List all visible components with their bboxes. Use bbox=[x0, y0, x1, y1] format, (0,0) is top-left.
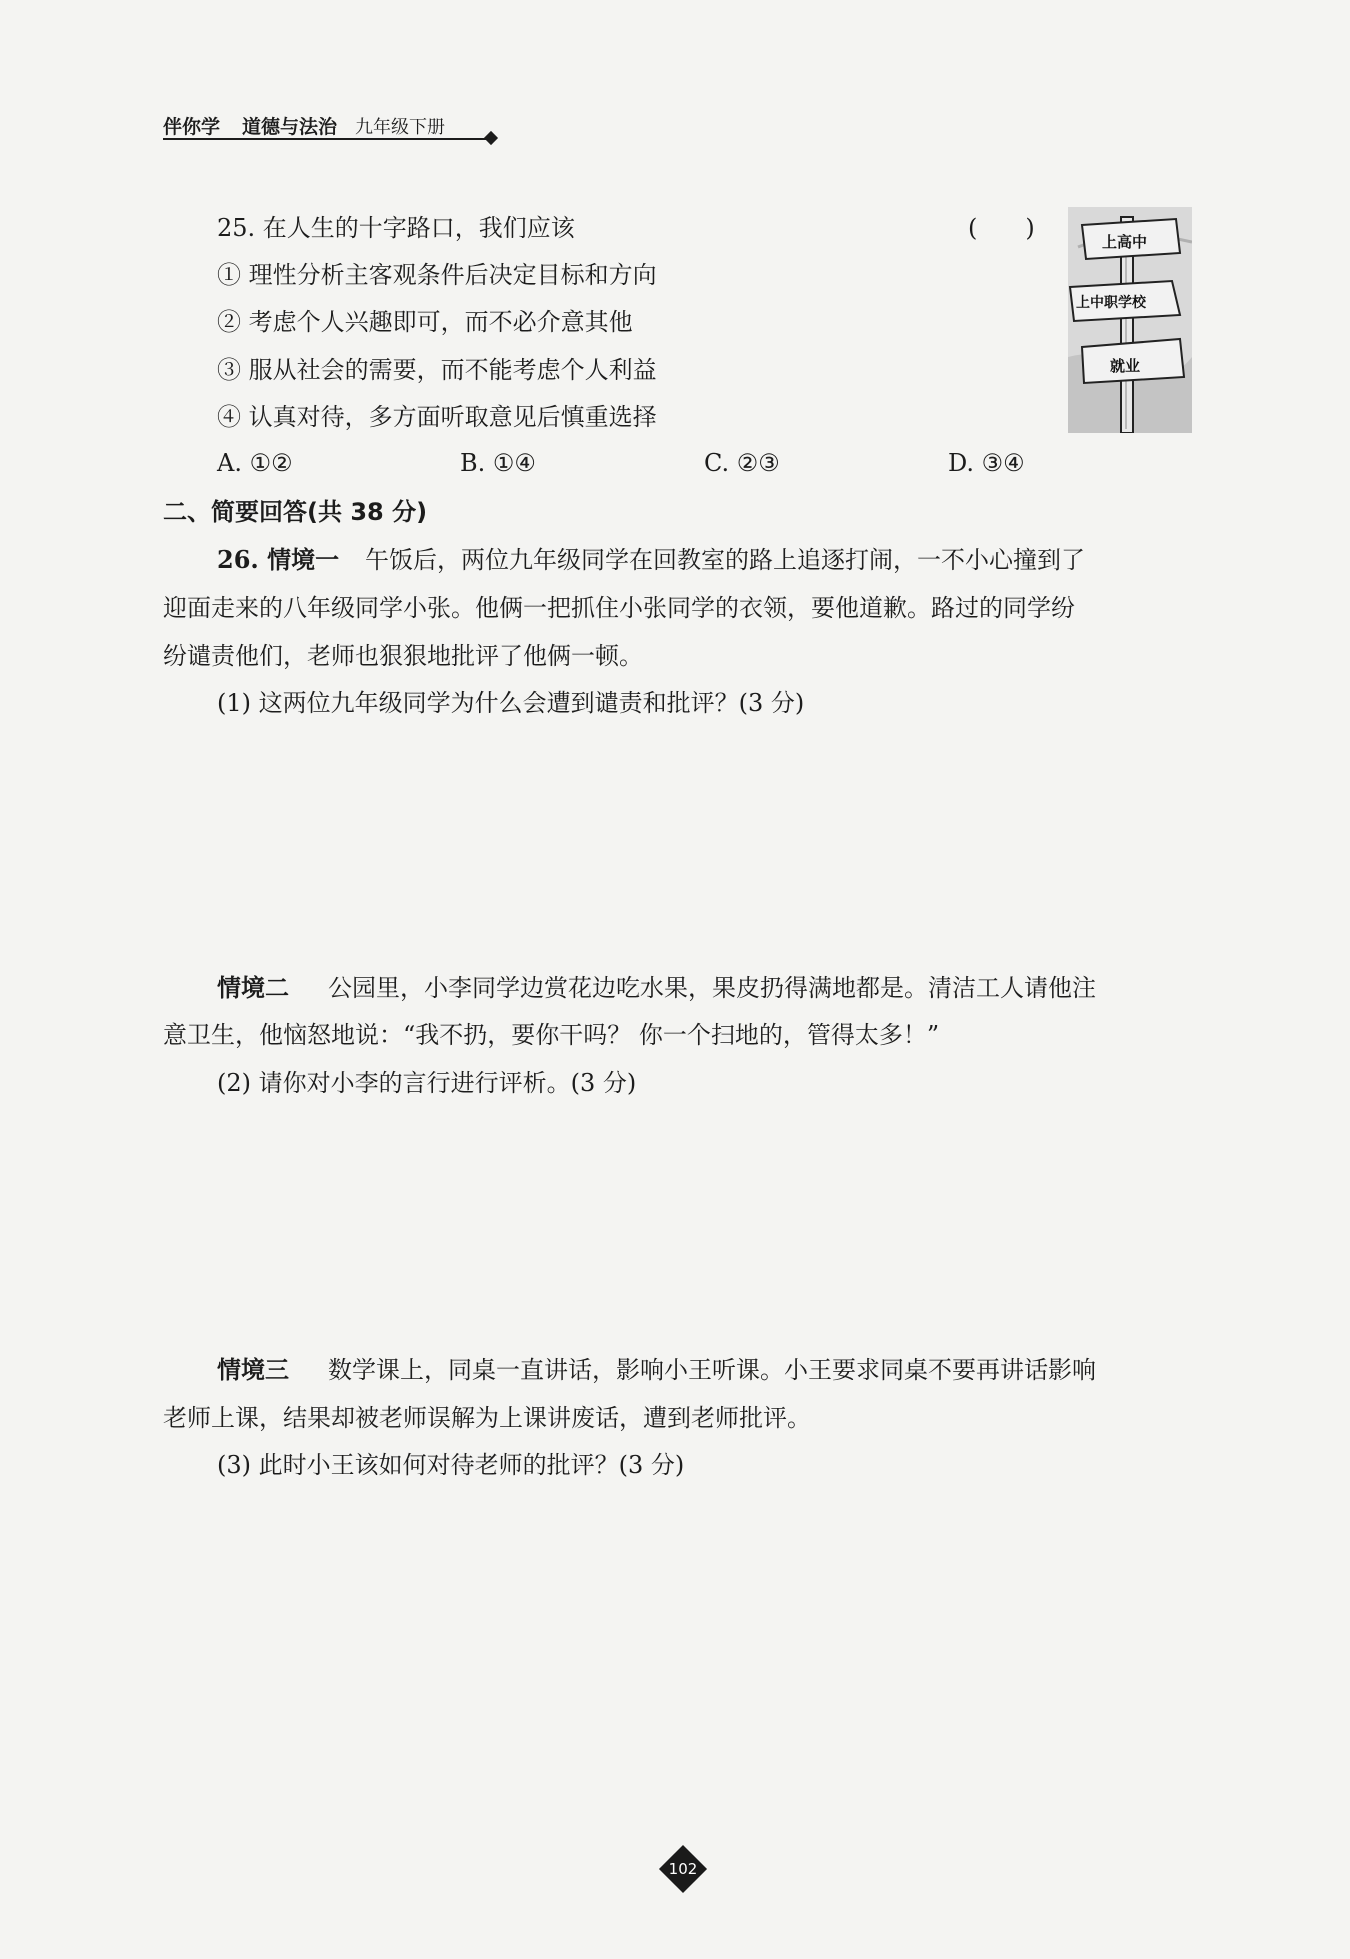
q25-item-3: ③ 服从社会的需要，而不能考虑个人利益 bbox=[217, 356, 657, 384]
page-number: 102 bbox=[668, 1860, 698, 1878]
q26-scenario-2-line-1: 公园里，小李同学边赏花边吃水果，果皮扔得满地都是。清洁工人请他注 bbox=[328, 974, 1096, 1002]
q25-item-2: ② 考虑个人兴趣即可，而不必介意其他 bbox=[217, 308, 633, 336]
signpost-illustration bbox=[1068, 207, 1192, 433]
q25-answer-bracket: ( ) bbox=[968, 214, 1035, 242]
q26-scenario-1-line-3: 纷谴责他们，老师也狠狠地批评了他俩一顿。 bbox=[163, 642, 643, 670]
q25-item-1: ① 理性分析主客观条件后决定目标和方向 bbox=[217, 261, 657, 289]
q25-option-b: B. ①④ bbox=[460, 449, 536, 477]
sign-label-employment: 就业 bbox=[1110, 357, 1141, 375]
q26-scenario-3-line-1: 数学课上，同桌一直讲话，影响小王听课。小王要求同桌不要再讲话影响 bbox=[328, 1356, 1096, 1384]
section-2-title: 二、简要回答(共 38 分) bbox=[163, 498, 428, 526]
header-rule bbox=[163, 138, 488, 140]
sign-label-high-school: 上高中 bbox=[1102, 233, 1148, 251]
q25-stem: 25. 在人生的十字路口，我们应该 bbox=[217, 214, 575, 242]
sign-label-vocational: 上中职学校 bbox=[1076, 295, 1146, 311]
q25-option-d: D. ③④ bbox=[948, 449, 1025, 477]
page-number-badge bbox=[659, 1845, 707, 1893]
q26-scenario-3-label: 情境三 bbox=[217, 1355, 289, 1384]
header-brand: 伴你学 bbox=[163, 116, 221, 138]
q26-question-3: (3) 此时小王该如何对待老师的批评？(3 分) bbox=[217, 1451, 685, 1479]
q26-scenario-3-line-2: 老师上课，结果却被老师误解为上课讲废话，遭到老师批评。 bbox=[163, 1404, 811, 1432]
header-subject: 道德与法治 bbox=[242, 116, 338, 138]
q25-item-4: ④ 认真对待，多方面听取意见后慎重选择 bbox=[217, 403, 657, 431]
header-diamond-icon bbox=[484, 131, 498, 145]
q26-scenario-1-line-1: 午饭后，两位九年级同学在回教室的路上追逐打闹，一不小心撞到了 bbox=[365, 546, 1085, 574]
q26-scenario-1-line-2: 迎面走来的八年级同学小张。他俩一把抓住小张同学的衣领，要他道歉。路过的同学纷 bbox=[163, 594, 1075, 622]
q26-scenario-1-label: 26. 情境一 bbox=[217, 545, 340, 574]
q25-option-c: C. ②③ bbox=[704, 449, 780, 477]
running-header bbox=[163, 112, 445, 139]
q25-option-a: A. ①② bbox=[217, 449, 293, 477]
q26-scenario-2-line-2: 意卫生，他恼怒地说：“我不扔，要你干吗？ 你一个扫地的，管得太多！” bbox=[163, 1021, 940, 1049]
q26-scenario-2-label: 情境二 bbox=[217, 973, 289, 1002]
header-grade: 九年级下册 bbox=[355, 117, 446, 138]
q26-question-2: (2) 请你对小李的言行进行评析。(3 分) bbox=[217, 1069, 637, 1097]
q26-question-1: (1) 这两位九年级同学为什么会遭到谴责和批评？(3 分) bbox=[217, 689, 805, 717]
